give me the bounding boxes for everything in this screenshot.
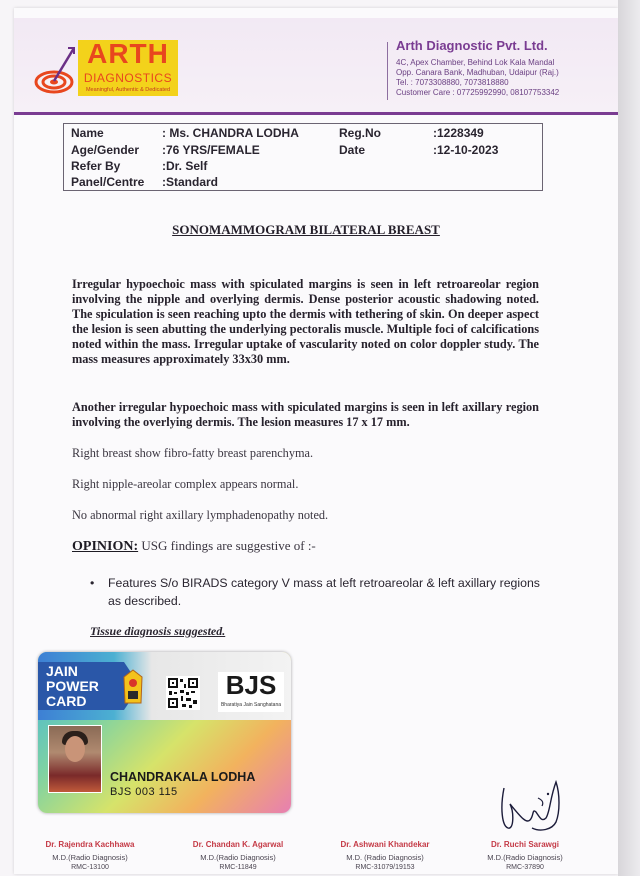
doctor-3 bbox=[315, 840, 455, 871]
jpc-line-1: JAIN bbox=[46, 663, 78, 679]
bullet-text: Features S/o BIRADS category V mass at left retroareolar & left axillary regions as described. bbox=[108, 576, 540, 608]
bullet-dot-icon: • bbox=[90, 576, 95, 590]
card-id-number: BJS 003 115 bbox=[110, 786, 178, 798]
jain-power-card bbox=[38, 652, 291, 813]
refer-label: Refer By bbox=[71, 159, 121, 173]
finding-right-axillary: No abnormal right axillary lymphadenopathy noted. bbox=[72, 508, 329, 522]
scan-edge bbox=[618, 0, 640, 876]
regno-label: Reg.No bbox=[339, 126, 381, 140]
doctor-2 bbox=[168, 840, 308, 871]
panel-label: Panel/Centre bbox=[71, 175, 145, 189]
card-holder-name: CHANDRAKALA LODHA bbox=[110, 770, 256, 784]
name-label: Name bbox=[71, 126, 104, 140]
doctor-3-degree: M.D. (Radio Diagnosis) bbox=[346, 853, 424, 862]
jain-emblem-icon bbox=[122, 669, 144, 705]
patient-info-table bbox=[63, 123, 543, 191]
doctor-2-reg: RMC-11849 bbox=[219, 864, 257, 871]
regno-value: :1228349 bbox=[433, 126, 484, 140]
logo-diagnostics-text: DIAGNOSTICS bbox=[83, 71, 173, 85]
holder-photo bbox=[48, 725, 102, 793]
opinion-label: OPINION: bbox=[72, 539, 139, 554]
header-divider bbox=[387, 42, 388, 100]
refer-value: :Dr. Self bbox=[162, 159, 208, 173]
photo-face bbox=[65, 736, 85, 762]
customer-care: Customer Care : 07725992990, 08107753342 bbox=[396, 88, 560, 97]
doctor-4-reg: RMC-37890 bbox=[506, 864, 544, 871]
panel-value: :Standard bbox=[162, 175, 219, 189]
date-label: Date bbox=[339, 143, 366, 157]
company-name: Arth Diagnostic Pvt. Ltd. bbox=[396, 38, 548, 53]
finding-paragraph-2: Another irregular hypoechoic mass with spiculated margins is seen in left axillary region involving the overlying dermis. The lesion measures 17 x 17 mm. bbox=[72, 400, 539, 429]
doctor-1-name: Dr. Rajendra Kachhawa bbox=[45, 840, 135, 849]
logo-tagline: Meaningful, Authentic & Dedicated bbox=[85, 87, 171, 93]
doctor-3-reg: RMC-31079/19153 bbox=[355, 864, 415, 871]
opinion-line bbox=[72, 538, 316, 555]
qr-code-icon bbox=[166, 676, 200, 710]
doctor-signature bbox=[490, 768, 580, 838]
address-line-2: Opp. Canara Bank, Madhuban, Udaipur (Raj.) bbox=[396, 68, 559, 77]
doctor-1-reg: RMC-13100 bbox=[71, 864, 109, 871]
bjs-logo-subtitle: Bharatiya Jain Sanghatana bbox=[220, 702, 282, 708]
telephone: Tel. : 7073308880, 7073818880 bbox=[396, 78, 509, 87]
doctor-4 bbox=[455, 840, 595, 871]
finding-paragraph-1: Irregular hypoechoic mass with spiculated margins is seen in left retroareolar region involving the nipple and overlying dermis. Dense posterior acoustic shadowing noted. The spiculation is seen reaching upto the dermis with tethering of skin. On deeper aspect the lesion is seen abutting the underlying pectoralis muscle. Multiple foci of calcifications noted within the mass. Irregular uptake of vascularity noted on color doppler study. The mass measures approximately 33x30 mm. bbox=[72, 277, 539, 366]
bjs-logo-text: BJS bbox=[225, 670, 277, 700]
jpc-line-3: CARD bbox=[46, 693, 87, 709]
doctor-2-degree: M.D.(Radio Diagnosis) bbox=[200, 853, 276, 862]
age-value: :76 YRS/FEMALE bbox=[162, 143, 260, 157]
doctor-4-degree: M.D.(Radio Diagnosis) bbox=[487, 853, 563, 862]
logo-arth-text: ARTH bbox=[87, 38, 169, 69]
date-value: :12-10-2023 bbox=[433, 143, 499, 157]
jpc-line-2: POWER bbox=[46, 678, 99, 694]
opinion-text: USG findings are suggestive of :- bbox=[138, 538, 316, 553]
finding-right-nipple: Right nipple-areolar complex appears normal. bbox=[72, 477, 299, 491]
tissue-diagnosis-note: Tissue diagnosis suggested. bbox=[90, 624, 226, 638]
jain-power-card-label bbox=[38, 662, 124, 710]
doctor-4-name: Dr. Ruchi Sarawgi bbox=[490, 840, 560, 849]
doctor-1-degree: M.D.(Radio Diagnosis) bbox=[52, 853, 128, 862]
age-label: Age/Gender bbox=[71, 143, 140, 157]
report-title: SONOMAMMOGRAM BILATERAL BREAST bbox=[172, 222, 440, 237]
finding-right-breast: Right breast show fibro-fatty breast parenchyma. bbox=[72, 446, 314, 460]
target-logo-icon bbox=[32, 44, 78, 96]
name-value: : Ms. CHANDRA LODHA bbox=[162, 126, 299, 140]
doctor-3-name: Dr. Ashwani Khandekar bbox=[340, 840, 430, 849]
doctor-1 bbox=[20, 840, 160, 871]
address-line-1: 4C, Apex Chamber, Behind Lok Kala Mandal bbox=[396, 58, 555, 67]
doctor-2-name: Dr. Chandan K. Agarwal bbox=[192, 840, 284, 849]
